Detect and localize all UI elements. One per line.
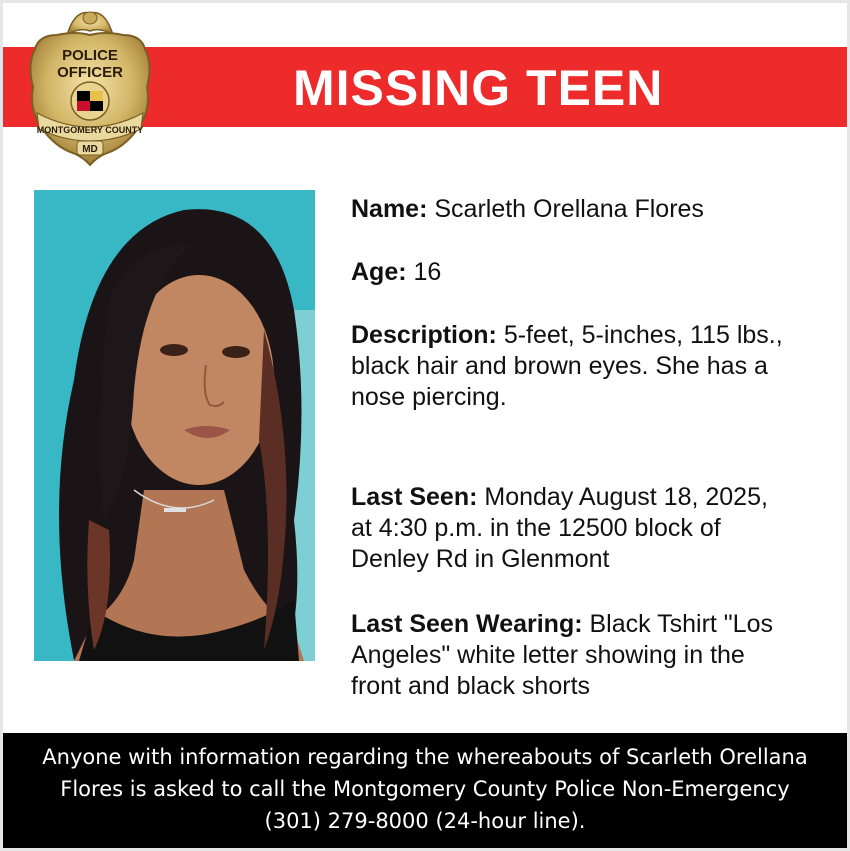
description-value: 5-feet, 5-inches, 115 lbs., black hair and brown eyes. She has a nose piercing. xyxy=(351,321,783,411)
contact-text: Anyone with information regarding the whereabouts of Scarleth Orellana Flores is asked to call the Montgomery County Police Non-Emergency (301) 279-8000 (24-hour line). xyxy=(42,745,808,833)
name-label: Name: xyxy=(351,195,428,223)
last-seen-wearing-row xyxy=(351,609,791,702)
age-label: Age: xyxy=(351,258,407,286)
name-row xyxy=(351,194,704,225)
badge-second-text: OFFICER xyxy=(57,64,123,81)
missing-teen-poster xyxy=(3,3,847,848)
description-label: Description: xyxy=(351,321,497,349)
age-value: 16 xyxy=(413,258,442,286)
contact-footer xyxy=(3,733,847,848)
badge-state-text: MD xyxy=(82,144,98,155)
poster-title: MISSING TEEN xyxy=(293,60,664,116)
police-badge-icon xyxy=(25,5,155,167)
missing-person-photo xyxy=(34,190,315,661)
age-row xyxy=(351,257,441,288)
badge-ribbon-text: MONTGOMERY COUNTY xyxy=(36,125,144,135)
wearing-value: Black Tshirt "Los Angeles" white letter showing in the front and black shorts xyxy=(351,610,773,700)
last-seen-label: Last Seen: xyxy=(351,483,478,511)
description-row xyxy=(351,320,821,413)
name-value: Scarleth Orellana Flores xyxy=(434,195,704,223)
badge-top-text: POLICE xyxy=(62,47,118,64)
wearing-label: Last Seen Wearing: xyxy=(351,610,583,638)
last-seen-value: Monday August 18, 2025, at 4:30 p.m. in the 12500 block of Denley Rd in Glenmont xyxy=(351,483,768,573)
last-seen-row xyxy=(351,482,771,575)
